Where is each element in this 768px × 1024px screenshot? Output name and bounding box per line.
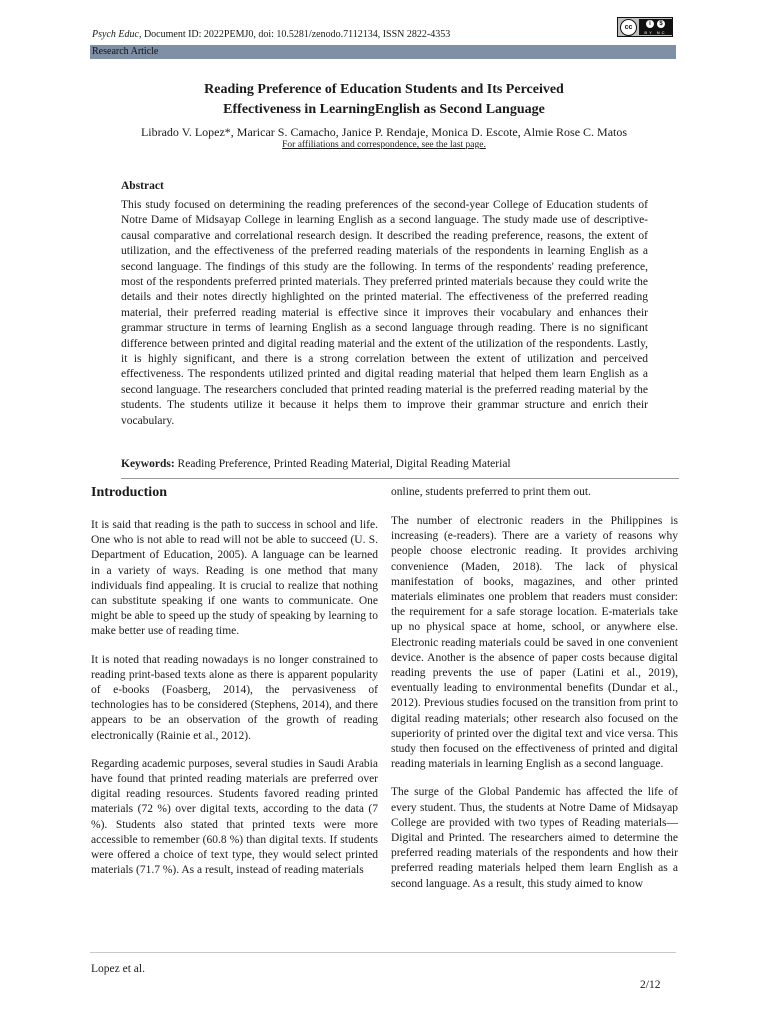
attribution-icon: i xyxy=(646,20,654,28)
license-label: BY NC xyxy=(644,30,667,35)
creative-commons-icon: cc xyxy=(620,19,637,36)
paper-title xyxy=(90,80,678,120)
cc-license-badge[interactable] xyxy=(617,17,673,37)
right-column-continuation: online, students preferred to print them out. xyxy=(391,486,591,498)
introduction-heading: Introduction xyxy=(91,485,167,500)
citation-details: , Document ID: 2022PEMJ0, doi: 10.5281/zenodo.7112134, ISSN 2822-4353 xyxy=(138,29,451,40)
author-list: Librado V. Lopez*, Maricar S. Camacho, Janice P. Rendaje, Monica D. Escote, Almie Rose C. Matos xyxy=(140,125,628,139)
affiliation-note[interactable] xyxy=(90,139,678,151)
footer-author: Lopez et al. xyxy=(91,963,145,975)
left-column xyxy=(91,518,378,891)
intro-paragraph: Regarding academic purposes, several studies in Saudi Arabia have found that printed reading materials are preferred over digital reading resources. Students favored reading printed materials (72 %) over digital texts, according to the data (7 %). Students also stated that printed texts were more accessible to remember (60.8 %) than digital texts. If students were offered a choice of text type, they would select printed materials (71.7 %). As a result, instead of reading materials xyxy=(91,757,378,877)
keywords-divider xyxy=(121,478,679,479)
affiliation-link[interactable]: For affiliations and correspondence, see the last page. xyxy=(282,140,486,150)
right-column xyxy=(391,514,678,905)
article-type-bar xyxy=(90,45,676,59)
keywords xyxy=(121,457,511,472)
journal-name: Psych Educ xyxy=(92,29,139,40)
noncommercial-icon: $ xyxy=(657,20,665,28)
intro-paragraph: It is said that reading is the path to success in school and life. One who is not able to read will not be able to succeed (U. S. Department of Education, 2005). A language can be learned in a variety of ways. Reading is one method that many individuals find appealing. It is crucial to realize that nothing can substitute speaking if one wants to communicate. One might be able to speed up the study of speaking by learning to make better use of reading time. xyxy=(91,519,378,638)
intro-paragraph: It is noted that reading nowadays is no longer constrained to reading print-based texts alone as there is apparent popularity of e-books (Foasberg, 2014), the pervasiveness of technologies has to be considered (Stephens, 2014), and there appears to be an observation of the growth of reading electronically (Rainie et al., 2012). xyxy=(91,653,378,742)
keywords-list: Reading Preference, Printed Reading Material, Digital Reading Material xyxy=(174,458,511,470)
license-icons xyxy=(639,19,672,35)
keywords-label: Keywords: xyxy=(121,458,175,470)
intro-paragraph: The number of electronic readers in the Philippines is increasing (e-readers). There are a variety of reasons why people choose electronic reading. It provides archiving convenience (Maden, 2018). The lack of physical manifestation of books, magazines, and other printed materials eliminates one problem that readers must consider: the requirement for a safe storage location. E-materials take up no physical space at home, school, or anywhere else. Electronic reading materials could be saved in one convenient device. Another is the absence of paper costs because digital reading prevents the use of paper (Latini et al., 2019), eventually leading to environmental benefits (Dundar et al., 2012). Previous studies focused on the transition from print to digital reading materials; other research also focused on the superiority of printed over the digital text and vice versa. This study then focused on the effectiveness of printed and digital reading materials in learning English as a second language. xyxy=(391,515,678,771)
journal-citation xyxy=(92,29,450,41)
abstract-body: This study focused on determining the reading preferences of the second-year College of Education students of Notre Dame of Midsayap College in learning English as a second language. The study made use of descriptive-causal comparative and correlational research design. It described the reading preference, reasons, the extent of utilization, and the effectiveness of the preferred reading materials of the respondents in learning English as a second language. The findings of this study are the following. In terms of the respondents' reading preference, most of the respondents preferred printed materials. They preferred printed materials because they could write the details and their notes directly highlighted on the printed material. The effectiveness of the preferred reading material, their preferred reading material is effective since it improves their vocabulary and enhances their grammar structure in terms of learning English as a second language through reading. There is no significant difference between printed and digital reading material and the extent of the utilization of the respondents. Lastly, it is highly significant, and there is a strong correlation between the extent of utilization and perceived effectiveness. The respondents utilized printed and digital reading material that helped them learn English as a second language. The researchers concluded that printed reading material is the preferred reading material by the students. The students utilize it because it helps them to improve their grammar structure and enrich their vocabulary. xyxy=(121,199,648,427)
intro-paragraph: The surge of the Global Pandemic has affected the life of every student. Thus, the students at Notre Dame of Midsayap College are provided with two types of Reading materials— Digital and Printed. The researchers aimed to determine the preferred reading materials of the respondents and how their preferred reading materials helped them learn English as a second language. As a result, this study aimed to know xyxy=(391,786,678,890)
abstract-heading: Abstract xyxy=(121,180,164,192)
footer-divider xyxy=(90,952,676,953)
page-number: 2/12 xyxy=(640,979,661,991)
title-line-2: Effectiveness in LearningEnglish as Second Language xyxy=(223,102,545,117)
title-line-1: Reading Preference of Education Students and Its Perceived xyxy=(204,82,564,97)
article-type: Research Article xyxy=(92,46,159,57)
